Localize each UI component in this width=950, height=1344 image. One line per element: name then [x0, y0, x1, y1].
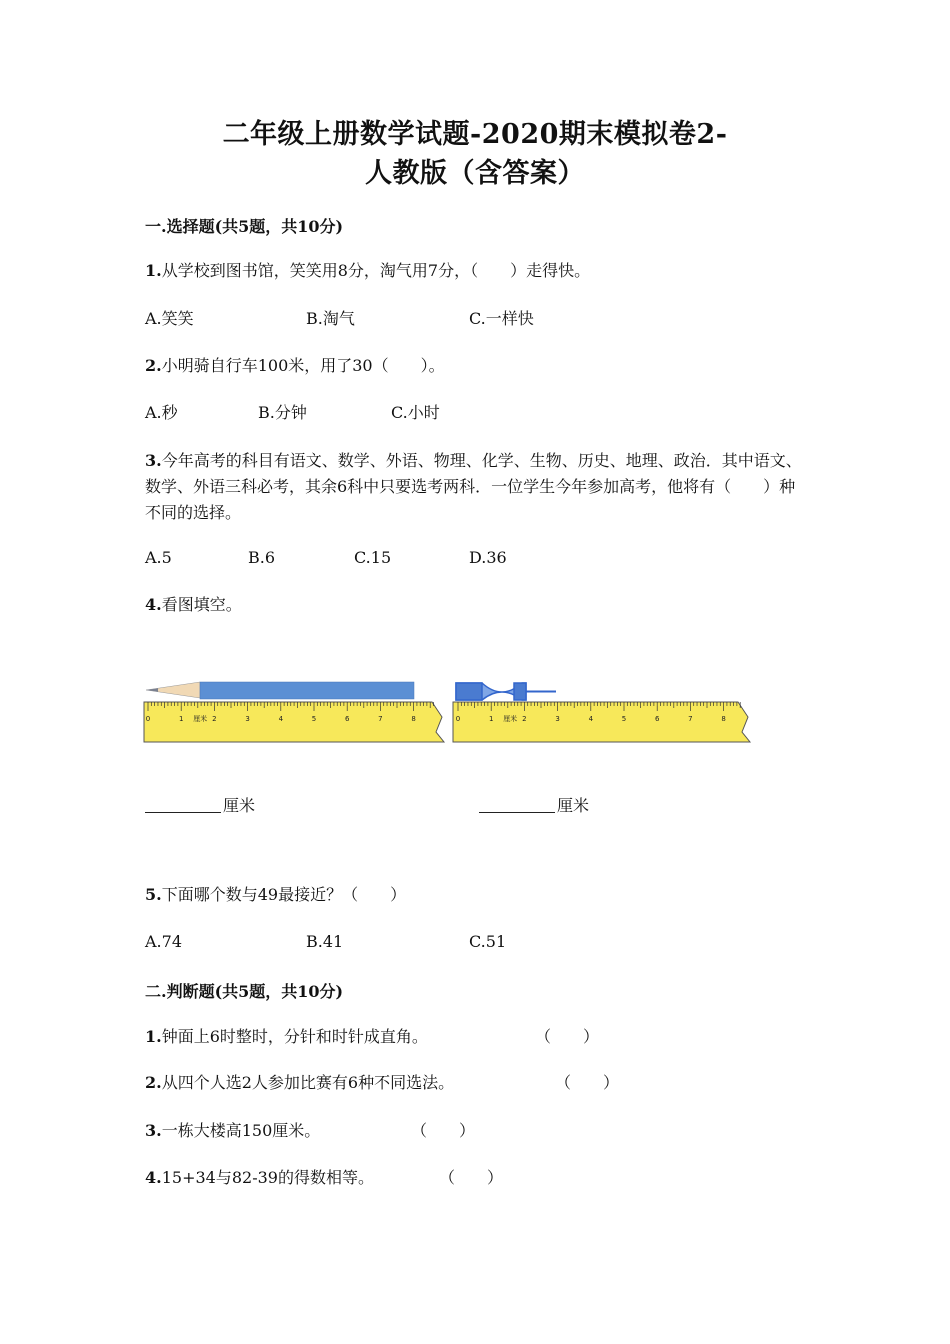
ruler-right-body [453, 702, 750, 742]
ruler-tick-label: 3 [555, 715, 560, 723]
ruler-tick-label: 5 [311, 715, 317, 723]
pencil-lead [146, 688, 158, 691]
ruler-tick-label: 3 [245, 715, 250, 723]
question-text: 从四个人选2人参加比赛有6种不同选法。 [161, 1073, 455, 1092]
question-5 [145, 882, 406, 908]
eraser-right-cap [514, 683, 526, 700]
ruler-tick-label: 0 [455, 715, 461, 723]
pencil-body [200, 682, 414, 699]
ruler-tick-label: 5 [621, 715, 627, 723]
ruler-tick-label: 6 [654, 715, 660, 723]
q1-option-b[interactable]: B.淘气 [306, 309, 355, 328]
q1-option-c[interactable]: C.一样快 [469, 309, 534, 328]
question-2 [145, 353, 445, 379]
title-line-2: 人教版（含答案） [365, 158, 585, 189]
question-text: 看图填空。 [161, 595, 242, 614]
q2-option-c[interactable]: C.小时 [391, 403, 440, 422]
ruler-left [144, 702, 444, 742]
ruler-tick-label: 8 [721, 715, 726, 723]
ruler-tick-label: 4 [278, 715, 284, 723]
q4-answer-blank-1[interactable] [145, 793, 255, 819]
question-number: 3. [145, 1121, 162, 1140]
question-number: 2. [145, 356, 162, 375]
ruler-left-body [144, 702, 444, 742]
question-1 [145, 258, 590, 284]
ruler-tick-label: 4 [588, 715, 594, 723]
q3-option-d[interactable]: D.36 [469, 548, 507, 567]
question-4 [145, 592, 242, 618]
question-number: 2. [145, 1073, 162, 1092]
q4-answer-blank-2[interactable] [479, 793, 589, 819]
ruler-tick-label: 2 [522, 715, 527, 723]
judge-item-4 [145, 1165, 374, 1191]
question-text: 小明骑自行车100米，用了30（ ）。 [161, 356, 445, 375]
ruler-tick-label: 7 [378, 715, 383, 723]
section-2-heading: 二.判断题(共5题，共10分) [145, 982, 344, 1001]
question-number: 3. [145, 451, 162, 470]
answer-underline[interactable] [145, 794, 221, 813]
ruler-unit-label: 厘米 [193, 715, 208, 723]
question-text: 15+34与82-39的得数相等。 [161, 1168, 374, 1187]
q2-option-a[interactable]: A.秒 [145, 403, 178, 422]
question-number: 4. [145, 1168, 162, 1187]
blank-unit: 厘米 [557, 796, 590, 815]
question-text: 从学校到图书馆，笑笑用8分，淘气用7分，（ ）走得快。 [161, 261, 591, 280]
ruler-tick-label: 2 [212, 715, 217, 723]
question-text: 钟面上6时整时，分针和时针成直角。 [161, 1027, 428, 1046]
blank-unit: 厘米 [223, 796, 256, 815]
title-line-1: 二年级上册数学试题-2020期末模拟卷2- [222, 119, 728, 150]
ruler-tick-label: 1 [488, 715, 494, 723]
question-number: 1. [145, 1027, 162, 1046]
ruler-tick-label: 8 [411, 715, 416, 723]
q2-option-b[interactable]: B.分钟 [258, 403, 307, 422]
section-1-heading: 一.选择题(共5题，共10分) [145, 217, 344, 236]
answer-underline[interactable] [479, 794, 555, 813]
ruler-tick-label: 1 [178, 715, 184, 723]
judge-item-3 [145, 1118, 320, 1144]
q3-option-b[interactable]: B.6 [248, 548, 276, 567]
ruler-tick-label: 7 [688, 715, 693, 723]
q5-option-c[interactable]: C.51 [469, 932, 507, 951]
judge-answer-1[interactable]: （ ） [535, 1027, 600, 1046]
q3-option-a[interactable]: A.5 [145, 548, 172, 567]
ruler-tick-label: 0 [145, 715, 151, 723]
ruler-illustration [140, 672, 760, 750]
ruler-unit-label: 厘米 [503, 715, 518, 723]
q1-option-a[interactable]: A.笑笑 [145, 309, 194, 328]
question-text: 今年高考的科目有语文、数学、外语、物理、化学、生物、历史、地理、政治．其中语文、数学、外语三科必考，其余6科中只要选考两科．一位学生今年参加高考，他将有（ ）种不同的选择。 [145, 451, 802, 522]
q5-option-a[interactable]: A.74 [145, 932, 182, 951]
judge-item-1 [145, 1024, 428, 1050]
q3-option-c[interactable]: C.15 [354, 548, 392, 567]
eraser-left-cap [456, 683, 482, 700]
question-text: 下面哪个数与49最接近？（ ） [161, 885, 407, 904]
judge-answer-2[interactable]: （ ） [555, 1073, 620, 1092]
question-3 [145, 448, 810, 526]
question-number: 5. [145, 885, 162, 904]
ruler-tick-label: 6 [344, 715, 350, 723]
ruler-right [453, 702, 750, 742]
eraser-illustration [456, 683, 556, 700]
judge-answer-3[interactable]: （ ） [411, 1121, 476, 1140]
pencil-illustration [146, 682, 414, 699]
judge-item-2 [145, 1070, 454, 1096]
question-number: 4. [145, 595, 162, 614]
q5-option-b[interactable]: B.41 [306, 932, 344, 951]
judge-answer-4[interactable]: （ ） [439, 1168, 504, 1187]
question-text: 一栋大楼高150厘米。 [161, 1121, 321, 1140]
question-number: 1. [145, 261, 162, 280]
